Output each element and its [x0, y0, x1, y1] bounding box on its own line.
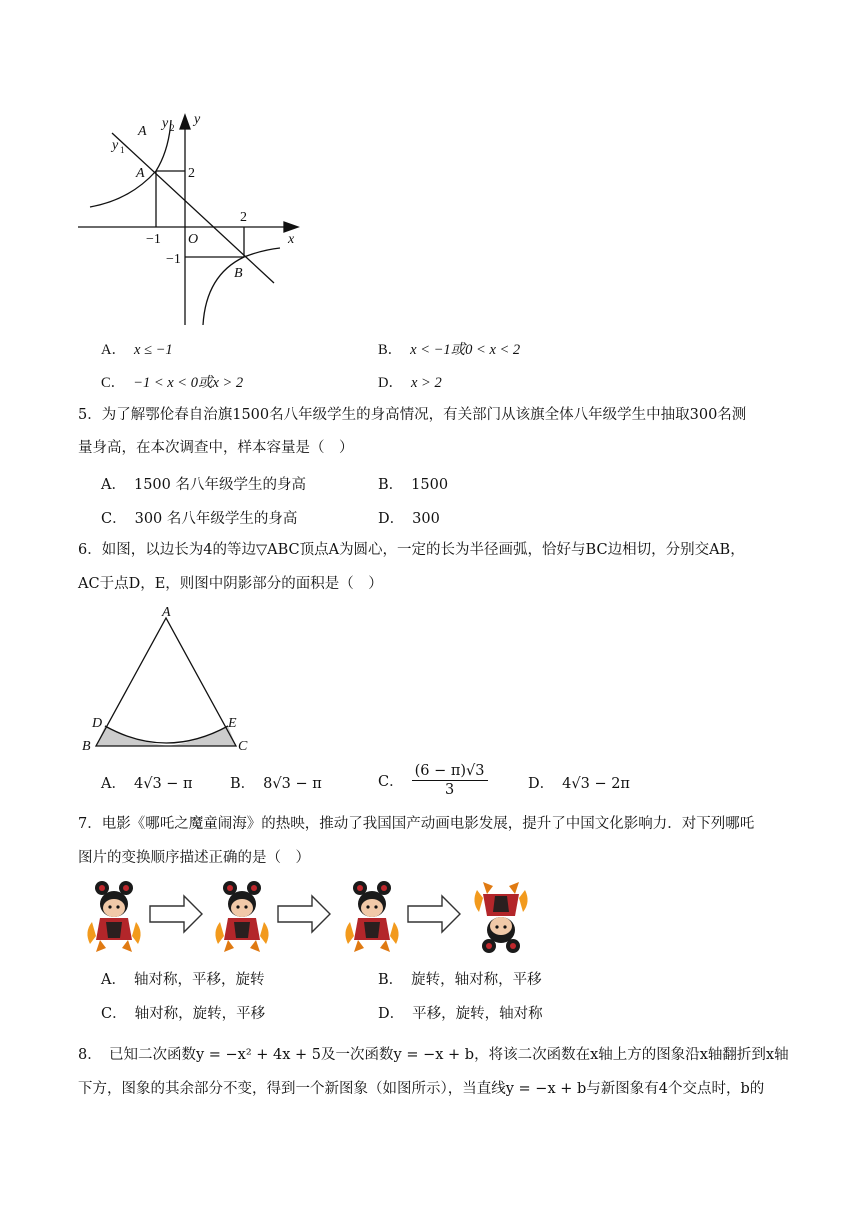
label-y: y	[194, 112, 201, 127]
q4-graph	[70, 105, 310, 335]
q5-stem-line1: 5．为了解鄂伦春自治旗1500名八年级学生的身高情况，有关部门从该旗全体八年级学生中抽取300名测	[78, 407, 747, 423]
nezha-image-4	[474, 882, 527, 953]
q6-stem-line1: 6．如图，以边长为4的等边▽ABC顶点A为圆心，一定的长为半径画弧，恰好与BC边相切，分别交AB，	[78, 542, 745, 558]
q4-option-b[interactable]	[378, 338, 520, 359]
q4-option-d[interactable]	[378, 371, 442, 392]
label-x: x	[288, 232, 295, 247]
label-a: A	[162, 605, 171, 620]
label-d: D	[92, 716, 103, 731]
option-label: B．	[378, 477, 404, 493]
label-y2-sub: 2	[170, 123, 175, 133]
label-b: B	[82, 739, 91, 754]
triangle-abc	[96, 618, 236, 746]
option-label: A．	[101, 972, 126, 988]
q7-option-c[interactable]	[101, 1002, 265, 1023]
option-text: 300	[412, 511, 440, 527]
option-text: 4√3 − π	[133, 776, 193, 792]
q7-stem-line2: 图片的变换顺序描述正确的是（ ）	[78, 850, 310, 866]
option-text: 8√3 − π	[263, 776, 322, 792]
option-label: C．	[101, 375, 126, 391]
fraction	[412, 762, 488, 799]
option-text: 4√3 − 2π	[562, 776, 630, 792]
label-y2: y	[162, 116, 169, 131]
arrow-icon	[278, 896, 330, 932]
label-e: E	[228, 716, 237, 731]
q6-triangle-figure	[78, 600, 268, 760]
option-label: A．	[101, 477, 126, 493]
line-y1	[112, 133, 274, 283]
option-label: D．	[528, 776, 555, 792]
q6-option-d[interactable]	[528, 772, 630, 793]
option-label: A．	[101, 776, 126, 792]
label-two-y: 2	[188, 166, 195, 181]
q5-stem-line2: 量身高，在本次调查中，样本容量是（ ）	[78, 440, 354, 456]
q5-option-a[interactable]	[101, 473, 306, 494]
option-text: 300 名八年级学生的身高	[134, 511, 298, 527]
option-label: C．	[378, 774, 404, 790]
hyperbola-branch-right	[203, 248, 280, 325]
q6-stem-line2: AC于点D，E，则图中阴影部分的面积是（ ）	[78, 576, 383, 592]
option-text: x < −1或0 < x < 2	[410, 342, 521, 358]
nezha-image-2	[215, 881, 268, 952]
q6-option-a[interactable]	[101, 772, 193, 793]
label-y1-sub: 1	[120, 145, 125, 155]
option-text: x ≤ −1	[133, 342, 173, 358]
label-neg1-x: −1	[146, 232, 161, 247]
option-text: 轴对称，平移，旋转	[133, 972, 265, 988]
option-text: 平移，旋转，轴对称	[412, 1006, 543, 1022]
q7-option-d[interactable]	[378, 1002, 543, 1023]
label-c: C	[238, 739, 248, 754]
label-origin: O	[188, 232, 199, 247]
arrow-icon	[150, 896, 202, 932]
label-a-point: A	[136, 166, 145, 181]
q7-stem-line1: 7．电影《哪吒之魔童闹海》的热映，推动了我国国产动画电影发展，提升了中国文化影响力．对下列哪吒	[78, 816, 755, 832]
option-label: B．	[378, 342, 403, 358]
option-label: D．	[378, 375, 403, 391]
fraction-denominator: 3	[444, 782, 455, 798]
option-label: C．	[101, 511, 127, 527]
q8-stem-line1: 8． 已知二次函数y = −x² + 4x + 5及一次函数y = −x + b，将该二次函数在x轴上方的图象沿x轴翻折到x轴	[78, 1047, 789, 1063]
q6-option-c[interactable]	[378, 762, 488, 799]
q5-option-b[interactable]	[378, 473, 448, 494]
option-text: x > 2	[410, 375, 442, 391]
fraction-numerator: (6 − π)√3	[412, 762, 488, 781]
nezha-image-3	[345, 881, 398, 952]
label-two-x: 2	[240, 210, 247, 225]
option-label: B．	[378, 972, 404, 988]
hyperbola-branch-left	[90, 120, 171, 207]
q7-option-a[interactable]	[101, 968, 264, 989]
label-neg1-y: −1	[166, 252, 181, 267]
option-label: D．	[378, 1006, 405, 1022]
option-label: A．	[101, 342, 126, 358]
q4-option-a[interactable]	[101, 338, 173, 359]
label-a-top: A	[138, 124, 147, 139]
option-label: B．	[230, 776, 256, 792]
nezha-image-1	[87, 881, 140, 952]
q7-option-b[interactable]	[378, 968, 542, 989]
q5-option-d[interactable]	[378, 507, 440, 528]
q4-option-c[interactable]	[101, 371, 243, 392]
option-text: 轴对称，旋转，平移	[134, 1006, 266, 1022]
label-y1: y	[112, 138, 119, 153]
option-label: D．	[378, 511, 405, 527]
y-axis-arrow	[180, 115, 190, 129]
q8-stem-line2: 下方，图象的其余部分不变，得到一个新图象（如图所示），当直线y = −x + b与新图象有4个交点时，b的	[78, 1081, 765, 1097]
q7-nezha-sequence	[78, 876, 548, 956]
option-text: 1500 名八年级学生的身高	[133, 477, 306, 493]
q6-option-b[interactable]	[230, 772, 322, 793]
q5-option-c[interactable]	[101, 507, 297, 528]
option-label: C．	[101, 1006, 127, 1022]
arrow-icon	[408, 896, 460, 932]
option-text: 1500	[411, 477, 449, 493]
label-b-point: B	[234, 266, 243, 281]
option-text: −1 < x < 0或x > 2	[133, 375, 244, 391]
x-axis-arrow	[284, 222, 298, 232]
option-text: 旋转，轴对称，平移	[411, 972, 542, 988]
